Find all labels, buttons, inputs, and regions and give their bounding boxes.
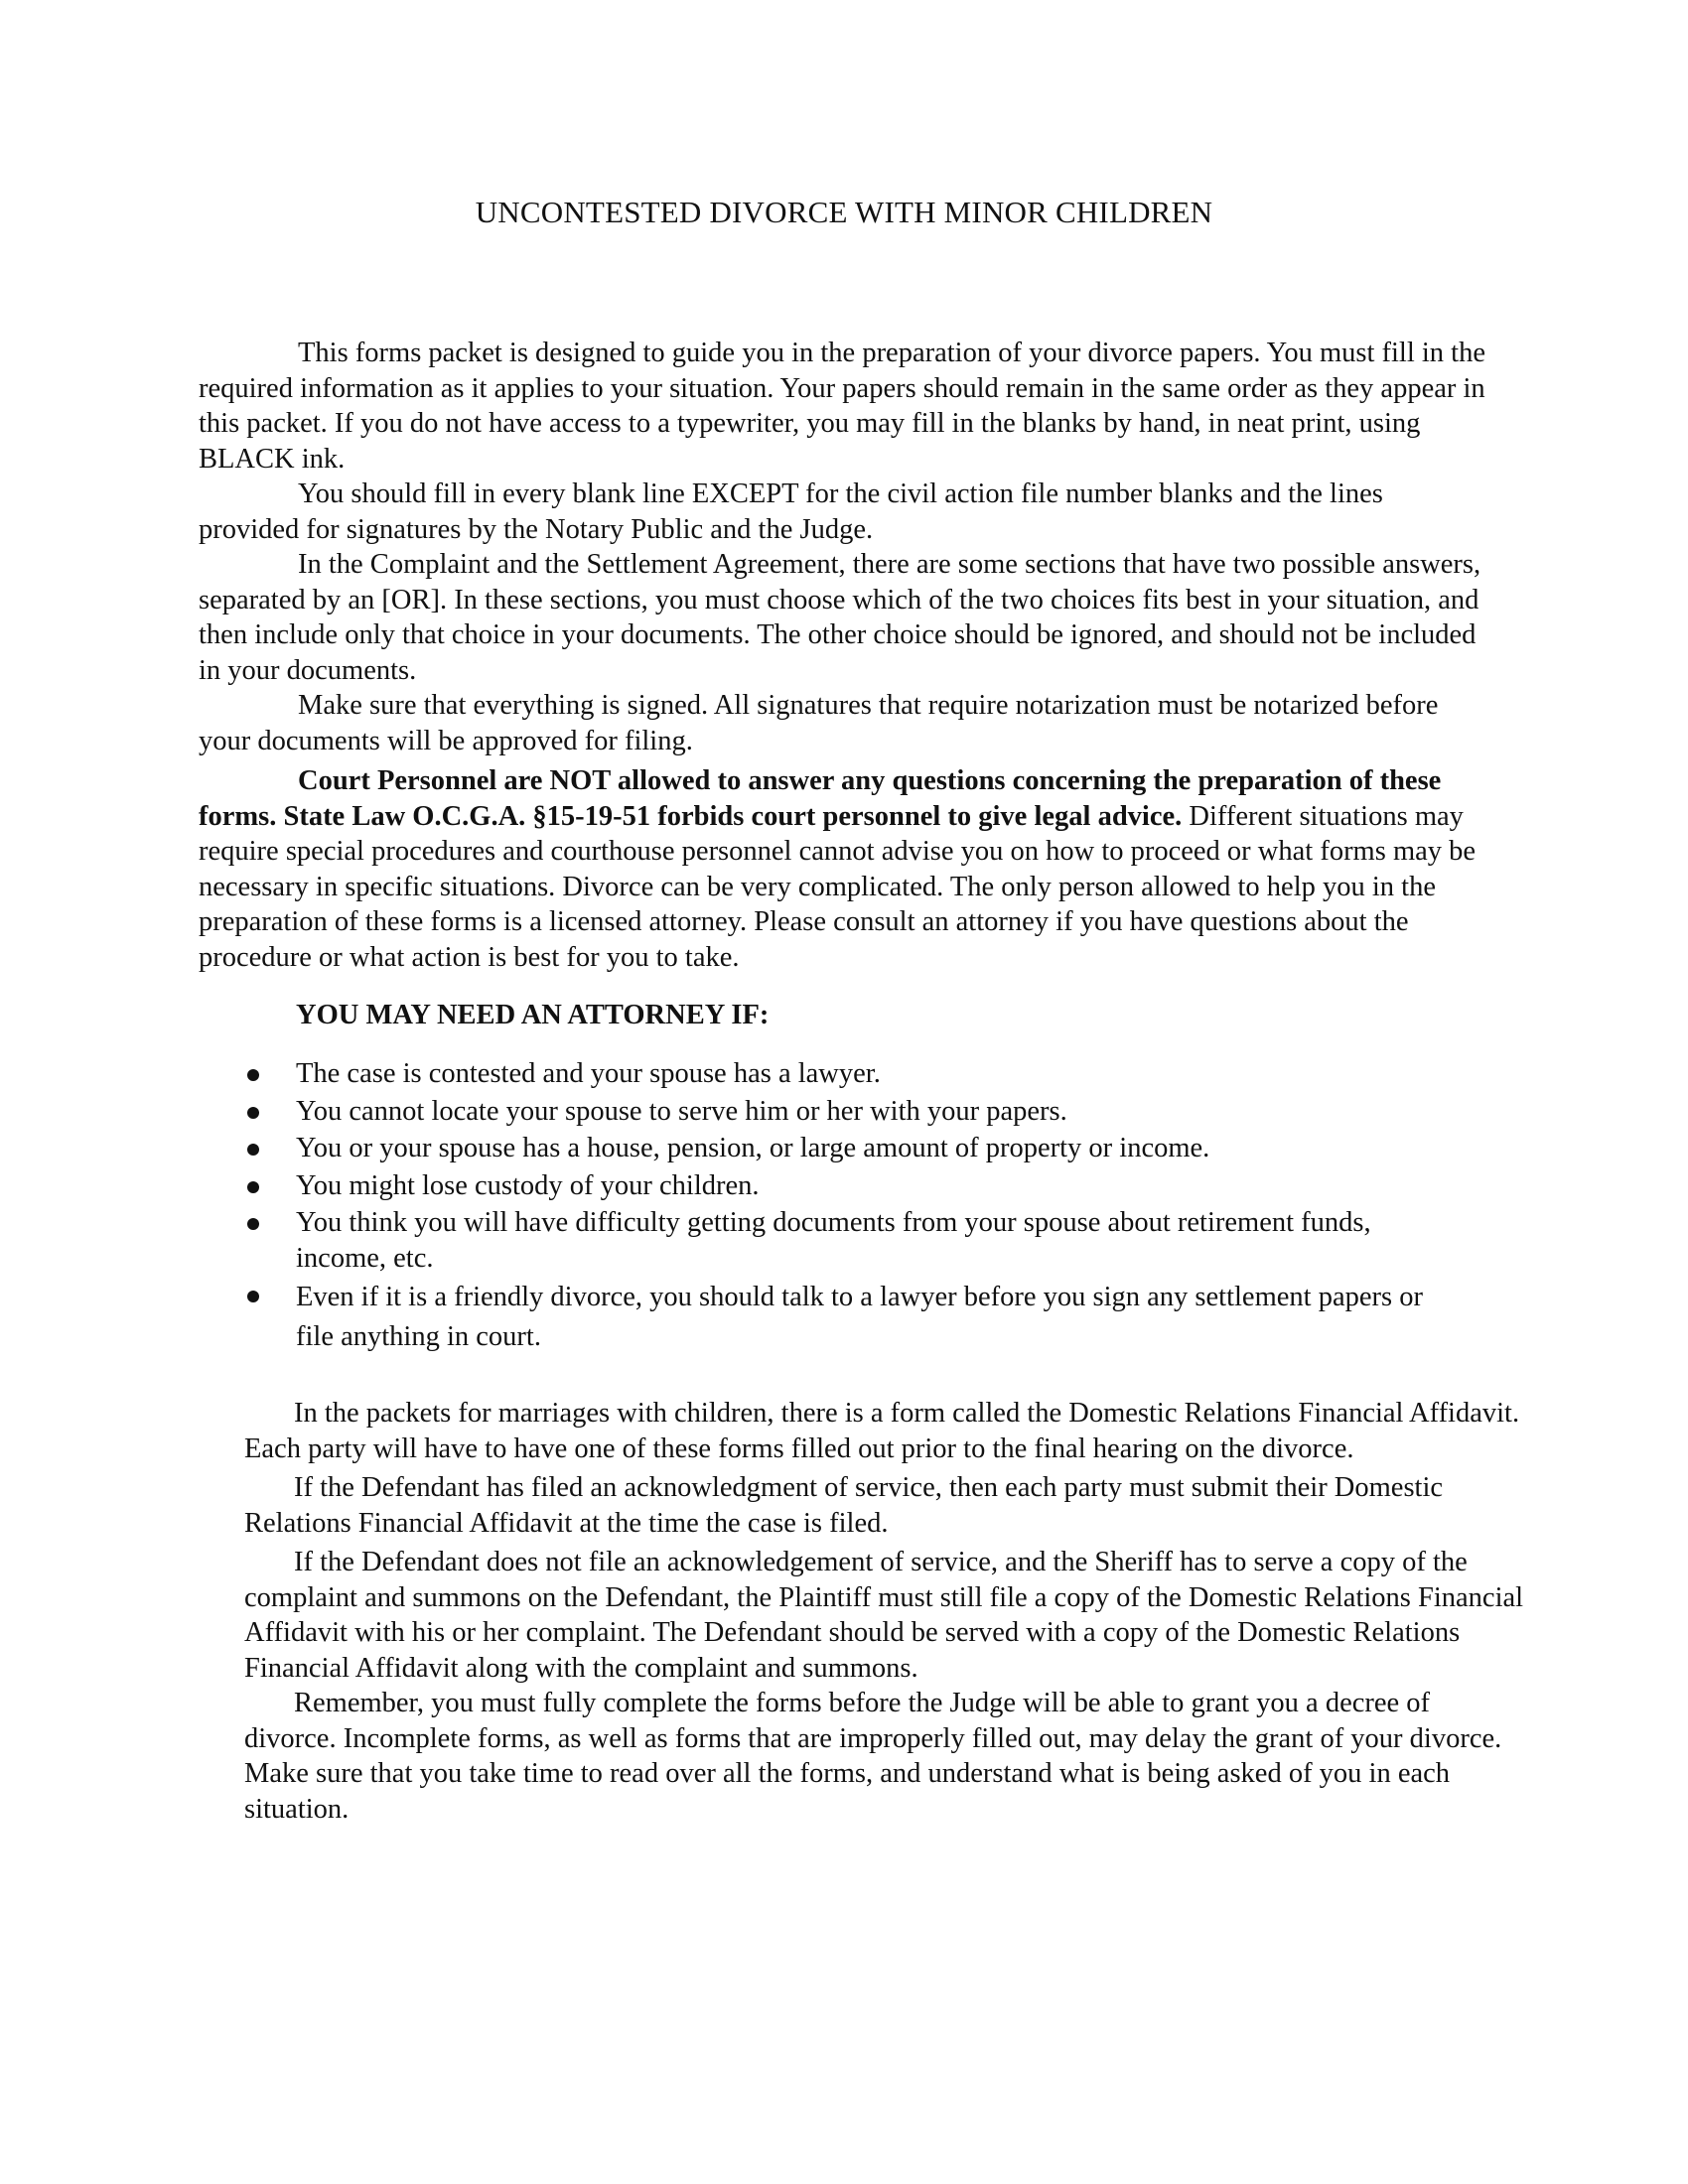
bullet-icon	[247, 1181, 259, 1193]
warning-bold-text: Court Personnel are NOT allowed to answer any questions concerning the preparation of these forms. State Law O.C.G.A. §15-19-51 forbids court personnel to give legal advice.	[199, 765, 1442, 832]
affidavit-paragraph: Remember, you must fully complete the forms before the Judge will be able to grant you a decree of divorce. Incomplete forms, as well as forms that are improperly filled out, may delay the grant of your divorce. Make sure that you take time to read over all the forms, and understand what is being asked of you in each situation.	[244, 1688, 1502, 1825]
attorney-heading: YOU MAY NEED AN ATTORNEY IF:	[296, 1000, 770, 1030]
affidavit-section	[244, 1396, 1525, 1827]
list-item-text: You might lose custody of your children.	[296, 1169, 760, 1201]
instruction-paragraph: In the Complaint and the Settlement Agreement, there are some sections that have two possible answers, separated by an [OR]. In these sections, you must choose which of the two choices fits best in your situation, and then include only that choice in your documents. The other choice should be ignored, and should not be included in your documents.	[199, 549, 1481, 686]
list-item	[238, 1056, 1430, 1092]
instruction-paragraph: You should fill in every blank line EXCEPT for the civil action file number blanks and the lines provided for signatures by the Notary Public and the Judge.	[199, 478, 1383, 545]
bullet-icon	[247, 1107, 259, 1119]
instruction-paragraph: Make sure that everything is signed. All signatures that require notarization must be notarized before your documents will be approved for filing.	[199, 690, 1439, 756]
bullet-icon	[247, 1291, 259, 1302]
list-item	[238, 1131, 1430, 1166]
bullet-icon	[247, 1218, 259, 1230]
instructions-section	[199, 336, 1489, 975]
list-item-text: You or your spouse has a house, pension, or large amount of property or income.	[296, 1133, 1210, 1163]
bullet-icon	[247, 1144, 259, 1156]
page-title: UNCONTESTED DIVORCE WITH MINOR CHILDREN	[475, 195, 1213, 229]
list-item-text: Even if it is a friendly divorce, you should talk to a lawyer before you sign any settlement papers or file anything in court.	[296, 1282, 1423, 1352]
list-item-text: The case is contested and your spouse has a lawyer.	[296, 1058, 881, 1089]
list-item	[238, 1168, 1430, 1204]
affidavit-paragraph: In the packets for marriages with children, there is a form called the Domestic Relations Financial Affidavit. Each party will have to have one of these forms filled out prior to the final hearing on the divorce.	[244, 1398, 1520, 1464]
affidavit-paragraph: If the Defendant has filed an acknowledgment of service, then each party must submit their Domestic Relations Financial Affidavit at the time the case is filed.	[244, 1472, 1444, 1539]
list-item	[238, 1278, 1430, 1357]
attorney-reasons-list	[238, 1056, 1430, 1359]
warning-normal-text: Different situations may require special procedures and courthouse personnel cannot advise you on how to proceed or what forms may be necessary in specific situations. Divorce can be very complicated. The only person allowed to help you in the preparation of these forms is a licensed attorney. Please consult an attorney if you have questions about the procedure or what action is best for you to take.	[199, 800, 1477, 973]
list-item-text: You cannot locate your spouse to serve him or her with your papers.	[296, 1095, 1067, 1127]
list-item-text: You think you will have difficulty getting documents from your spouse about retirement funds, income, etc.	[296, 1207, 1371, 1274]
affidavit-paragraph: If the Defendant does not file an acknowledgement of service, and the Sheriff has to serve a copy of the complaint and summons on the Defendant, the Plaintiff must still file a copy of the Domestic Relations Financial Affidavit with his or her complaint. The Defendant should be served with a copy of the Domestic Relations Financial Affidavit along with the complaint and summons.	[244, 1547, 1524, 1684]
list-item	[238, 1094, 1430, 1130]
warning-paragraph	[199, 763, 1489, 975]
list-item	[238, 1205, 1430, 1276]
instruction-paragraph: This forms packet is designed to guide you in the preparation of your divorce papers. You must fill in the required information as it applies to your situation. Your papers should remain in the same order as they appear in this packet. If you do not have access to a typewriter, you may fill in the blanks by hand, in neat print, using BLACK ink.	[199, 338, 1485, 475]
bullet-icon	[247, 1069, 259, 1081]
